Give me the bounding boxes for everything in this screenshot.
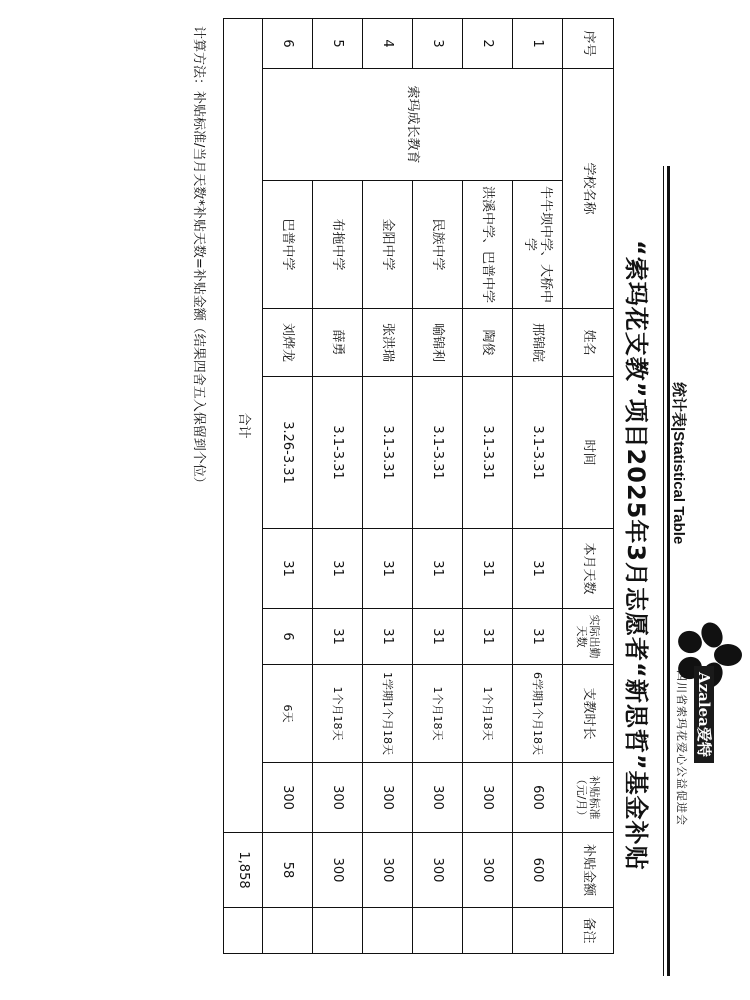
header-cell: 补贴金额 [563, 833, 614, 908]
month-days: 31 [313, 529, 363, 609]
header-cell: 补贴标准（元/月） [563, 763, 614, 833]
remark [413, 908, 463, 954]
school-name: 牛牛坝中学、大桥中学 [513, 181, 563, 309]
header-cell: 时间 [563, 377, 614, 529]
attendance-days: 6 [263, 609, 313, 665]
time-range: 3.1-3.31 [463, 377, 513, 529]
month-days: 31 [263, 529, 313, 609]
row-number: 6 [263, 19, 313, 69]
logo-subtitle: 四川省索玛花爱心公益促进会 [675, 670, 688, 826]
total-remark [224, 908, 263, 954]
school-name: 布拖中学 [313, 181, 363, 309]
subsidy-amount: 58 [263, 833, 313, 908]
volunteer-name: 刘烨龙 [263, 309, 313, 377]
attendance-days: 31 [513, 609, 563, 665]
teaching-duration: 1学期1个月18天 [363, 665, 413, 763]
header-cell: 学校名称 [563, 69, 614, 309]
school-name: 金阳中学 [363, 181, 413, 309]
attendance-days: 31 [313, 609, 363, 665]
time-range: 3.1-3.31 [413, 377, 463, 529]
teaching-duration: 6学期1个月18天 [513, 665, 563, 763]
header-cell: 实际出勤天数 [563, 609, 614, 665]
row-number: 2 [463, 19, 513, 69]
attendance-days: 31 [363, 609, 413, 665]
time-range: 3.1-3.31 [313, 377, 363, 529]
total-row [224, 19, 263, 954]
merged-school-group: 索玛成长教育 [263, 69, 563, 181]
time-range: 3.1-3.31 [513, 377, 563, 529]
header-cell: 姓名 [563, 309, 614, 377]
volunteer-name: 邢锦皖 [513, 309, 563, 377]
header-cell: 支教时长 [563, 665, 614, 763]
remark [263, 908, 313, 954]
subsidy-standard: 300 [363, 763, 413, 833]
volunteer-name: 喻锦利 [413, 309, 463, 377]
teaching-duration: 1个月18天 [313, 665, 363, 763]
remark [313, 908, 363, 954]
row-number: 3 [413, 19, 463, 69]
logo-text: Azalea爱特 [694, 666, 714, 763]
month-days: 31 [513, 529, 563, 609]
attendance-days: 31 [463, 609, 513, 665]
total-label: 合计 [224, 19, 263, 833]
school-name: 洪溪中学、巴普中学 [463, 181, 513, 309]
teaching-duration: 1个月18天 [463, 665, 513, 763]
scanned-sheet [20, 8, 750, 988]
subsidy-standard: 600 [513, 763, 563, 833]
teaching-duration: 1个月18天 [413, 665, 463, 763]
subsidy-standard: 300 [263, 763, 313, 833]
school-name: 民族中学 [413, 181, 463, 309]
header-cell: 备注 [563, 908, 614, 954]
total-amount: 1,858 [224, 833, 263, 908]
subsidy-standard: 300 [463, 763, 513, 833]
remark [463, 908, 513, 954]
header-cell: 本月天数 [563, 529, 614, 609]
row-number: 4 [363, 19, 413, 69]
subsidy-amount: 600 [513, 833, 563, 908]
row-number: 1 [513, 19, 563, 69]
time-range: 3.1-3.31 [363, 377, 413, 529]
subsidy-standard: 300 [413, 763, 463, 833]
subsidy-amount: 300 [413, 833, 463, 908]
remark [363, 908, 413, 954]
subsidy-amount: 300 [313, 833, 363, 908]
header-rule-thin [663, 166, 664, 976]
school-name: 巴普中学 [263, 181, 313, 309]
table-label: 统计表|Statistical Table [670, 382, 687, 545]
volunteer-name: 张洪瑞 [363, 309, 413, 377]
page-title: “索玛花支教”项目2025年3月志愿者“新思哲”基金补贴 [622, 240, 650, 871]
month-days: 31 [463, 529, 513, 609]
time-range: 3.26-3.31 [263, 377, 313, 529]
subsidy-standard: 300 [313, 763, 363, 833]
header-rule [667, 166, 670, 976]
attendance-days: 31 [413, 609, 463, 665]
calculation-note: 计算方法：补贴标准/当月天数*补贴天数=补贴金额（结果四舍五入保留到个位） [191, 26, 206, 490]
row-number: 5 [313, 19, 363, 69]
remark [513, 908, 563, 954]
subsidy-amount: 300 [463, 833, 513, 908]
table-header-row [563, 19, 614, 954]
volunteer-name: 陶俊 [463, 309, 513, 377]
subsidy-amount: 300 [363, 833, 413, 908]
teaching-duration: 6天 [263, 665, 313, 763]
subsidy-table [223, 18, 614, 954]
month-days: 31 [413, 529, 463, 609]
month-days: 31 [363, 529, 413, 609]
header-cell: 序号 [563, 19, 614, 69]
volunteer-name: 薛勇 [313, 309, 363, 377]
table-row [513, 19, 563, 954]
